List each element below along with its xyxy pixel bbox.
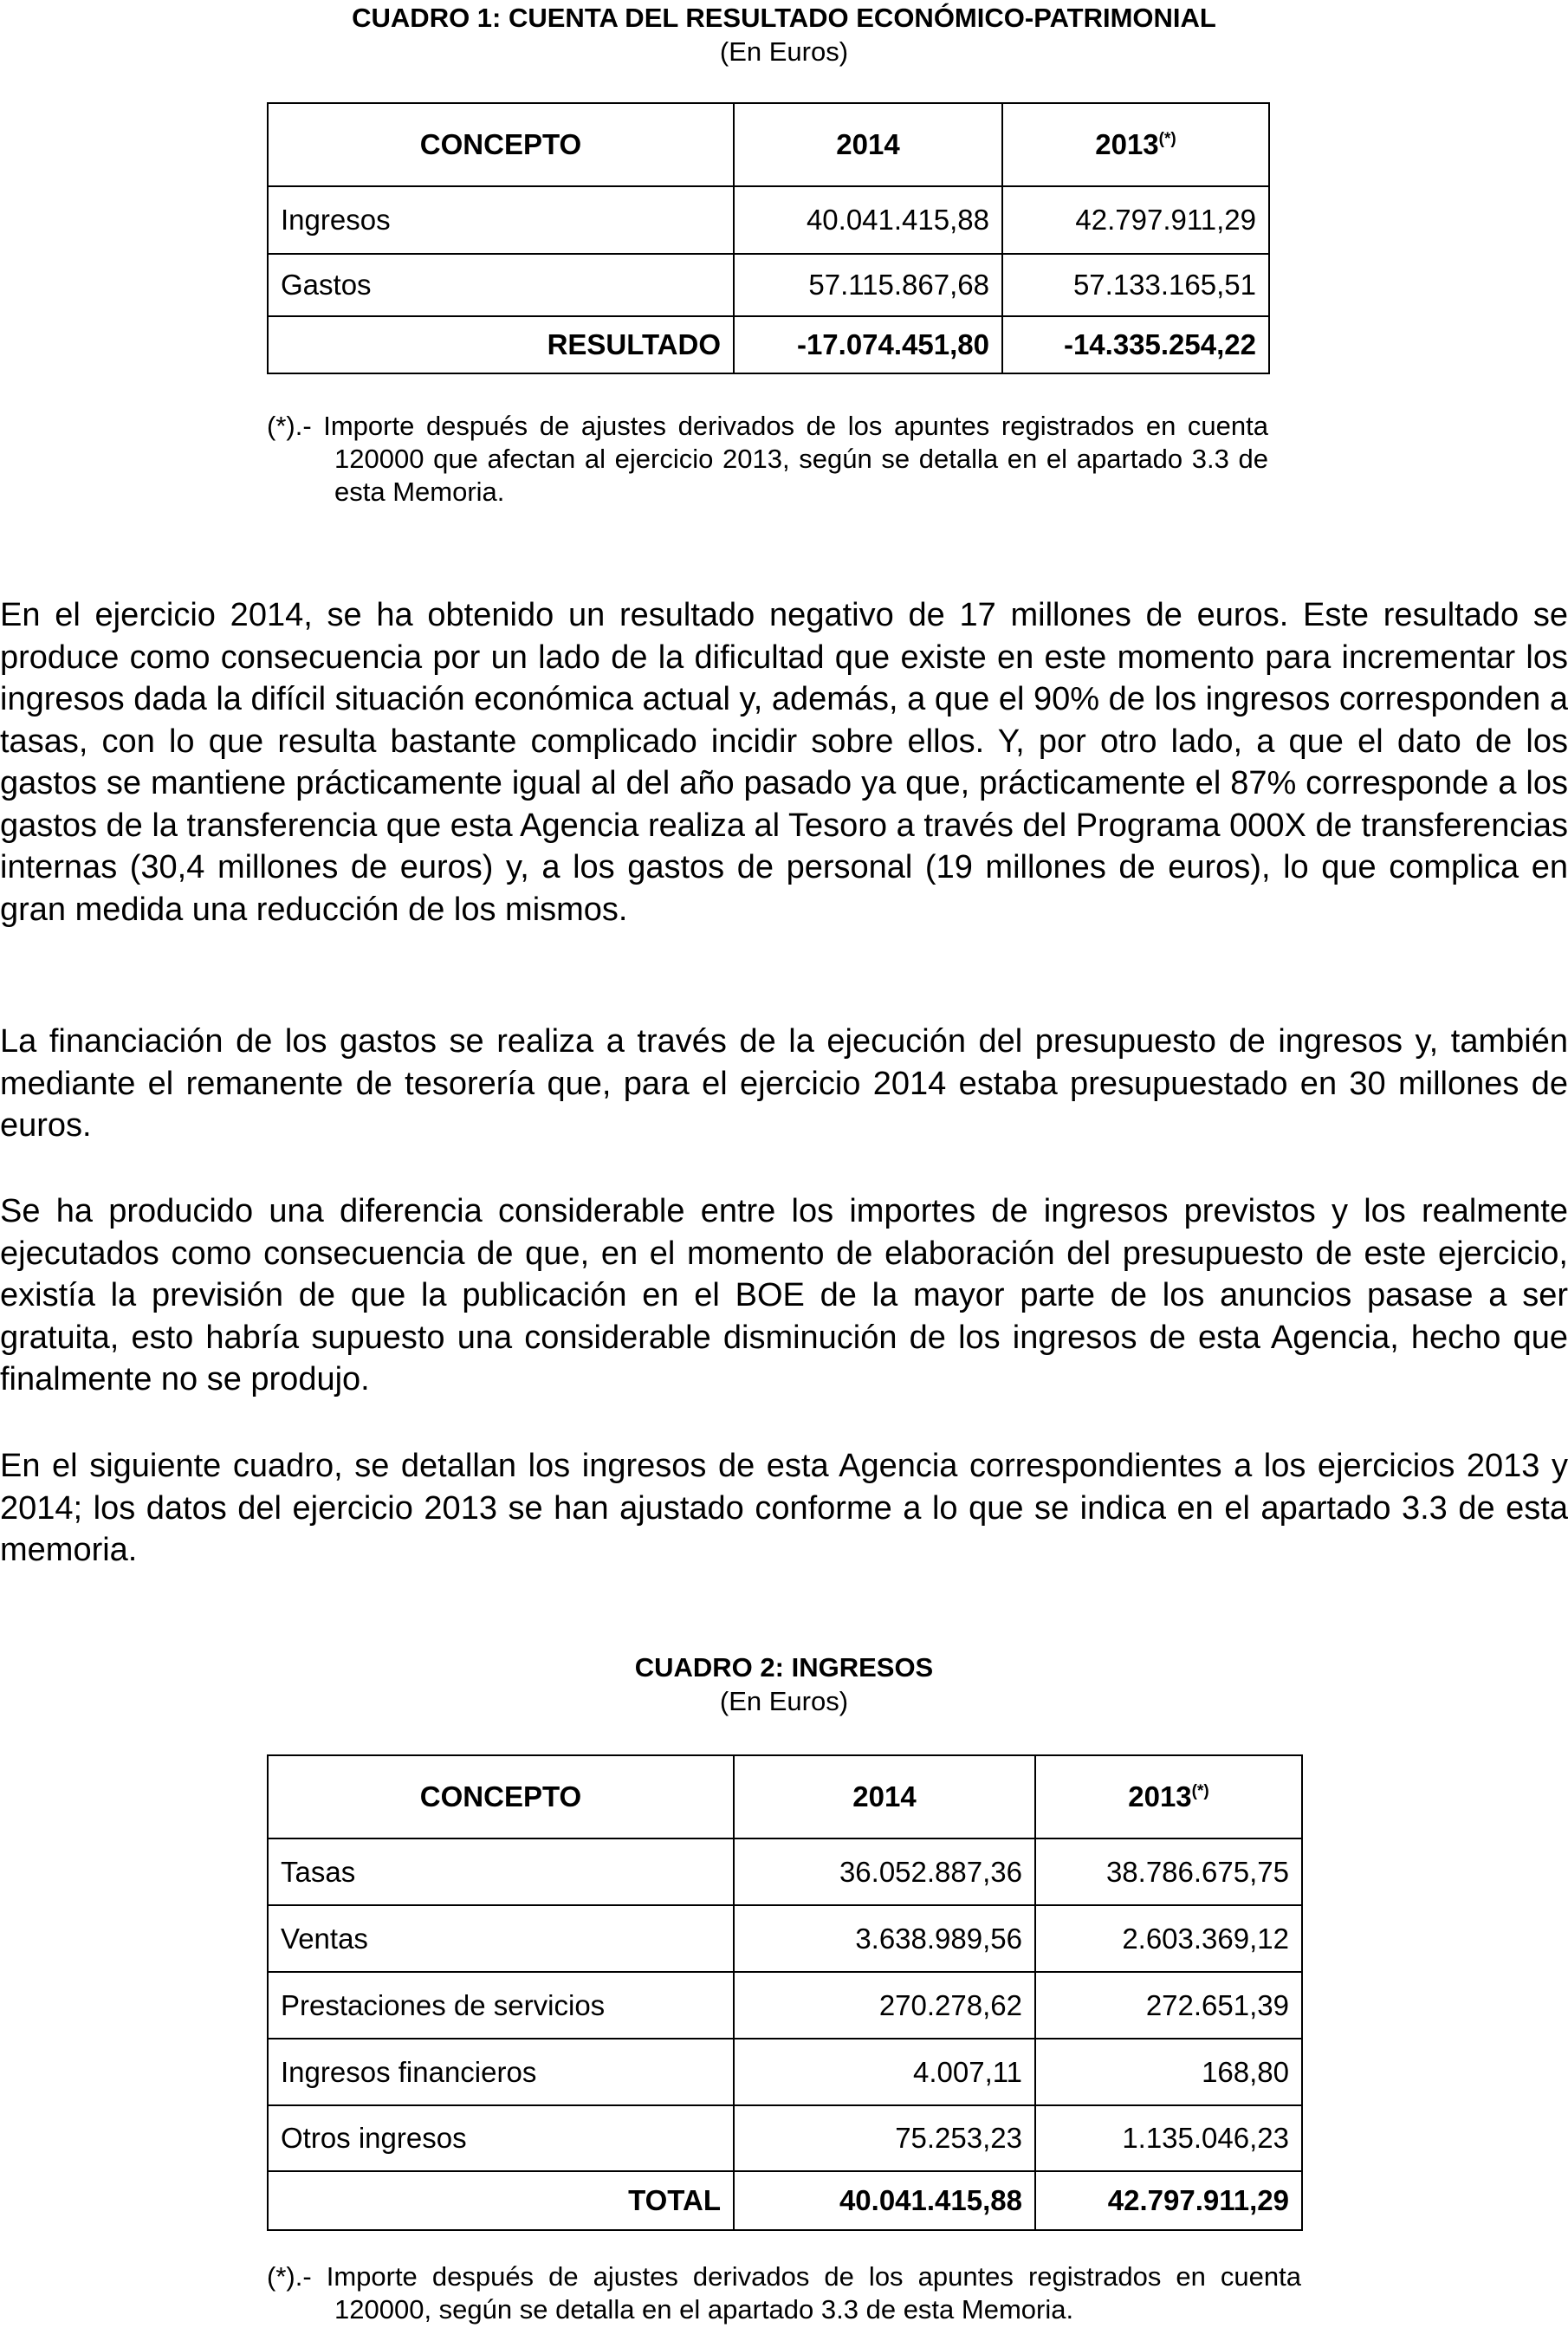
total-2014: -17.074.451,80 [734,316,1002,373]
total-row [268,2171,1302,2230]
table-row [268,2039,1302,2105]
row-2014: 270.278,62 [734,1972,1035,2039]
header-2014: 2014 [734,1755,1035,1838]
row-concepto: Gastos [268,254,734,316]
cuadro2-title: CUADRO 2: INGRESOS [634,1652,934,1683]
table-row [268,254,1269,316]
footnote-marker: (*) [1191,1782,1209,1800]
row-concepto: Otros ingresos [268,2105,734,2171]
table-header-row [268,103,1269,186]
row-concepto: Ventas [268,1905,734,1972]
cuadro2-heading [0,1651,1568,1719]
row-2014: 36.052.887,36 [734,1838,1035,1905]
row-2013: 38.786.675,75 [1035,1838,1302,1905]
row-concepto: Ingresos [268,186,734,254]
row-2014: 3.638.989,56 [734,1905,1035,1972]
row-2014: 4.007,11 [734,2039,1035,2105]
footnote-marker: (*) [1158,130,1176,148]
total-label: TOTAL [268,2171,734,2230]
cuadro2-subtitle: (En Euros) [719,1686,849,1716]
table-row [268,1838,1302,1905]
table-row [268,186,1269,254]
paragraph-resultado: En el ejercicio 2014, se ha obtenido un resultado negativo de 17 millones de euros. Este resultado se produce como consecuencia por un lado de la dificultad que existe en este momento para incrementar los ingresos dada la difícil situación económica actual y, además, a que el 90% de los ingresos corresponden a tasas, con lo que resulta bastante complicado incidir sobre ellos. Y, por otro lado, a que el dato de los gastos se mantiene prácticamente igual al del año pasado ya que, prácticamente el 87% corresponde a los gastos de la transferencia que esta Agencia realiza al Tesoro a través del Programa 000X de transferencias internas (30,4 millones de euros) y, a los gastos de personal (19 millones de euros), lo que complica en gran medida una reducción de los mismos. [0,597,1568,928]
header-concepto: CONCEPTO [268,1755,734,1838]
total-row [268,316,1269,373]
cuadro1-title: CUADRO 1: CUENTA DEL RESULTADO ECONÓMICO-PATRIMONIAL [352,3,1216,33]
paragraph-siguiente-cuadro: En el siguiente cuadro, se detallan los ingresos de esta Agencia correspondientes a los ejercicios 2013 y 2014; los datos del ejercicio 2013 se han ajustado conforme a lo que se indica en el apartado 3.3 de esta memoria. [0,1448,1568,1568]
table-row [268,1905,1302,1972]
cuadro2-table [267,1754,1303,2231]
row-2014: 75.253,23 [734,2105,1035,2171]
row-2013: 1.135.046,23 [1035,2105,1302,2171]
cuadro1-footnote: (*).- Importe después de ajustes derivados de los apuntes registrados en cuenta 120000 que afectan al ejercicio 2013, según se detalla en el apartado 3.3 de esta Memoria. [267,411,1268,507]
total-2014: 40.041.415,88 [734,2171,1035,2230]
row-2013: 2.603.369,12 [1035,1905,1302,1972]
row-2013: 57.133.165,51 [1002,254,1269,316]
header-2014: 2014 [734,103,1002,186]
total-2013: -14.335.254,22 [1002,316,1269,373]
row-2013: 42.797.911,29 [1002,186,1269,254]
header-2013: 2013(*) [1002,103,1269,186]
table-header-row [268,1755,1302,1838]
row-concepto: Ingresos financieros [268,2039,734,2105]
paragraph-diferencia: Se ha producido una diferencia considerable entre los importes de ingresos previstos y los realmente ejecutados como consecuencia de que, en el momento de elaboración del presupuesto de este ejercicio, existía la previsión de que la publicación en el BOE de la mayor parte de los anuncios pasase a ser gratuita, esto habría supuesto una considerable disminución de los ingresos de esta Agencia, hecho que finalmente no se produjo. [0,1193,1568,1397]
header-concepto: CONCEPTO [268,103,734,186]
paragraph-financiacion: La financiación de los gastos se realiza a través de la ejecución del presupuesto de ingresos y, también mediante el remanente de tesorería que, para el ejercicio 2014 estaba presupuestado en 30 millones de euros. [0,1023,1568,1144]
row-2013: 272.651,39 [1035,1972,1302,2039]
cuadro1-heading [0,2,1568,69]
cuadro1-subtitle: (En Euros) [719,36,849,67]
table-row [268,1972,1302,2039]
total-label: RESULTADO [268,316,734,373]
row-concepto: Prestaciones de servicios [268,1972,734,2039]
table-row [268,2105,1302,2171]
row-2014: 40.041.415,88 [734,186,1002,254]
row-2014: 57.115.867,68 [734,254,1002,316]
row-concepto: Tasas [268,1838,734,1905]
row-2013: 168,80 [1035,2039,1302,2105]
total-2013: 42.797.911,29 [1035,2171,1302,2230]
header-2013: 2013(*) [1035,1755,1302,1838]
cuadro1-table [267,102,1270,374]
cuadro2-footnote: (*).- Importe después de ajustes derivados de los apuntes registrados en cuenta 120000, según se detalla en el apartado 3.3 de esta Memoria. [267,2261,1301,2325]
